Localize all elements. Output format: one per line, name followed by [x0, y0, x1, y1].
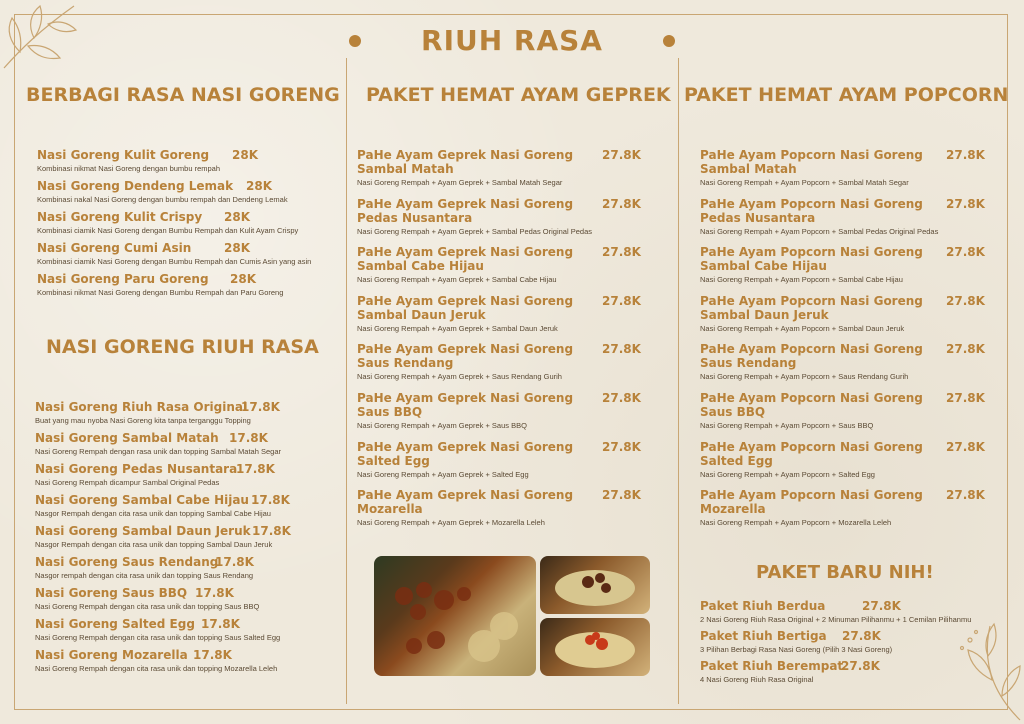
menu-item-price: 27.8K — [946, 488, 985, 503]
menu-item-name: Paket Riuh Bertiga — [700, 629, 827, 643]
menu-item-name-variant: Mozarella — [357, 502, 423, 517]
menu-item-name: PaHe Ayam Geprek Nasi Goreng — [357, 488, 574, 503]
menu-item-price: 27.8K — [602, 196, 641, 211]
menu-item — [700, 439, 985, 480]
menu-item — [35, 617, 280, 643]
menu-item-name: Nasi Goreng Kulit Crispy — [37, 210, 203, 224]
food-photo-top-right — [540, 556, 650, 614]
menu-item-name: PaHe Ayam Geprek Nasi Goreng — [357, 196, 574, 211]
menu-item — [37, 179, 288, 205]
menu-item-price: 27.8K — [946, 391, 985, 405]
menu-item-price: 28K — [246, 179, 272, 193]
menu-item-name-variant: Sambal Daun Jeruk — [357, 307, 486, 322]
menu-item-description: Buat yang mau nyoba Nasi Goreng kita tanpa terganggu Topping — [35, 416, 251, 425]
food-photo-bottom-right — [540, 618, 650, 676]
menu-item — [700, 391, 985, 431]
menu-item-description: Nasi Goreng Rempah + Ayam Popcorn + Salted Egg — [700, 469, 875, 479]
menu-item-description: Nasi Goreng Rempah + Ayam Geprek + Sambal Cabe Hijau — [357, 275, 557, 285]
menu-item — [37, 272, 283, 298]
menu-item-name: Nasi Goreng Pedas Nusantara — [35, 462, 238, 476]
menu-item-description: Nasi Goreng Rempah + Ayam Popcorn + Sambal Daun Jeruk — [700, 323, 905, 333]
menu-item — [37, 241, 311, 267]
menu-item-description: Nasi Goreng Rempah + Ayam Geprek + Mozarella Leleh — [357, 518, 545, 528]
menu-item-price: 27.8K — [602, 439, 641, 454]
menu-item-name: PaHe Ayam Popcorn Nasi Goreng — [700, 488, 923, 503]
menu-item — [357, 342, 641, 382]
menu-item — [35, 586, 259, 612]
menu-item-price: 17.8K — [201, 617, 240, 631]
menu-item — [700, 629, 892, 655]
menu-item-name: Nasi Goreng Dendeng Lemak — [37, 179, 234, 193]
menu-item-description: 3 Pilihan Berbagi Rasa Nasi Goreng (Pilih 3 Nasi Goreng) — [700, 645, 893, 654]
menu-item — [35, 648, 277, 674]
menu-item-description: Nasi Goreng Rempah + Ayam Geprek + Sambal Pedas Original Pedas — [357, 226, 592, 236]
menu-item-description: Nasi Goreng Rempah + Ayam Popcorn + Sambal Matah Segar — [700, 178, 909, 187]
menu-item — [357, 245, 641, 285]
title-dot-left — [349, 35, 361, 47]
menu-item — [357, 196, 641, 237]
menu-item — [700, 148, 985, 188]
menu-item-name-variant: Salted Egg — [700, 453, 773, 468]
menu-item-name: PaHe Ayam Geprek Nasi Goreng — [357, 342, 574, 357]
menu-item-price: 28K — [224, 241, 250, 255]
menu-item-price: 27.8K — [946, 196, 985, 211]
menu-item-name: Nasi Goreng Saus Rendang — [35, 555, 219, 569]
menu-item-name: Paket Riuh Berempat — [700, 659, 844, 673]
column-divider-right — [678, 58, 679, 704]
menu-item-name: PaHe Ayam Geprek Nasi Goreng — [357, 148, 574, 162]
menu-item-description: Nasgor Rempah dengan cita rasa unik dan topping Sambal Daun Jeruk — [35, 540, 273, 549]
menu-item-price: 17.8K — [195, 586, 234, 600]
menu-item-name: PaHe Ayam Popcorn Nasi Goreng — [700, 391, 923, 405]
menu-item-name: PaHe Ayam Popcorn Nasi Goreng — [700, 342, 923, 357]
menu-item-name: PaHe Ayam Popcorn Nasi Goreng — [700, 293, 923, 308]
menu-item — [700, 342, 985, 382]
menu-item-description: Nasi Goreng Rempah dengan cita rasa unik dan topping Saus Salted Egg — [35, 633, 281, 642]
menu-item — [357, 293, 641, 334]
menu-item — [37, 148, 258, 174]
section-title-ayam-geprek: PAKET HEMAT AYAM GEPREK — [366, 84, 671, 106]
menu-item-price: 27.8K — [862, 599, 901, 613]
menu-item-name-variant: Pedas Nusantara — [700, 210, 816, 225]
menu-item-price: 17.8K — [229, 431, 268, 445]
menu-item-description: Nasi Goreng Rempah + Ayam Popcorn + Mozarella Leleh — [700, 518, 892, 528]
menu-item-price: 27.8K — [602, 391, 641, 405]
menu-item-description: Nasi Goreng Rempah + Ayam Popcorn + Saus BBQ — [700, 421, 874, 430]
title-row — [0, 24, 1024, 57]
menu-item-description: Nasi Goreng Rempah + Ayam Geprek + Salted Egg — [357, 469, 529, 479]
leaf-branch-icon — [940, 620, 1024, 724]
menu-item-name: PaHe Ayam Popcorn Nasi Goreng — [700, 196, 923, 211]
menu-item — [35, 431, 281, 457]
menu-item-price: 17.8K — [252, 524, 291, 538]
menu-item — [357, 148, 641, 188]
menu-item — [700, 659, 880, 685]
menu-item-description: Nasi Goreng Rempah + Ayam Popcorn + Sambal Pedas Original Pedas — [700, 226, 939, 236]
menu-item — [700, 599, 971, 625]
menu-item-price: 27.8K — [602, 148, 641, 162]
menu-item-name-variant: Sambal Daun Jeruk — [700, 307, 829, 322]
menu-item-name: Nasi Goreng Sambal Matah — [35, 431, 219, 445]
menu-item-name-variant: Sambal Matah — [700, 162, 797, 176]
menu-item-price: 27.8K — [946, 293, 985, 308]
menu-item-description: 2 Nasi Goreng Riuh Rasa Original + 2 Minuman Pilihanmu + 1 Cemilan Pilihanmu — [700, 615, 972, 624]
menu-item-description: Kombinasi ciamik Nasi Goreng dengan Bumbu Rempah dan Cumis Asin yang asin — [37, 257, 312, 266]
menu-item-name: PaHe Ayam Popcorn Nasi Goreng — [700, 439, 923, 454]
menu-item-name-variant: Sambal Cabe Hijau — [700, 259, 827, 274]
menu-item-description: Nasi Goreng Rempah + Ayam Popcorn + Saus Rendang Gurih — [700, 372, 909, 382]
section-title-ayam-popcorn: PAKET HEMAT AYAM POPCORN — [684, 84, 1009, 106]
menu-item — [35, 462, 275, 488]
menu-item — [357, 439, 641, 480]
menu-item-name-variant: Pedas Nusantara — [357, 210, 473, 225]
section-title-nasi-goreng-riuh-rasa: NASI GORENG RIUH RASA — [46, 336, 319, 358]
menu-item-description: Nasgor rempah dengan cita rasa unik dan topping Saus Rendang — [35, 571, 254, 580]
menu-item-description: Nasgor Rempah dengan cita rasa unik dan topping Sambal Cabe Hijau — [35, 509, 271, 518]
menu-item-name: PaHe Ayam Geprek Nasi Goreng — [357, 439, 574, 454]
menu-item-name: Nasi Goreng Riuh Rasa Original — [35, 400, 248, 414]
menu-item-name: Nasi Goreng Kulit Goreng — [37, 148, 210, 162]
menu-item-price: 27.8K — [602, 488, 641, 503]
menu-item — [700, 488, 985, 528]
menu-item-price: 17.8K — [215, 555, 254, 569]
menu-item-price: 27.8K — [602, 293, 641, 308]
menu-item-description: Kombinasi nikmat Nasi Goreng dengan Bumbu Rempah dan Paru Goreng — [37, 288, 284, 297]
menu-item — [357, 488, 641, 528]
menu-item-price: 27.8K — [602, 342, 641, 357]
menu-item-name-variant: Saus BBQ — [700, 405, 766, 419]
menu-item — [35, 524, 291, 550]
menu-item-name: Nasi Goreng Mozarella — [35, 648, 188, 662]
menu-item-price: 27.8K — [842, 629, 881, 643]
menu-item — [700, 245, 985, 285]
menu-item — [37, 210, 298, 236]
menu-item — [35, 400, 280, 426]
menu-item-name-variant: Saus BBQ — [357, 405, 423, 419]
section-title-paket-baru: PAKET BARU NIH! — [756, 562, 934, 583]
menu-item-description: Kombinasi nikmat Nasi Goreng dengan bumbu rempah — [37, 164, 221, 173]
menu-item-description: Nasi Goreng Rempah + Ayam Geprek + Sambal Matah Segar — [357, 178, 563, 187]
menu-item-description: Nasi Goreng Rempah + Ayam Geprek + Sambal Daun Jeruk — [357, 323, 558, 333]
menu-item — [35, 493, 290, 519]
menu-item-name-variant: Mozarella — [700, 502, 766, 517]
section-title-berbagi-rasa: BERBAGI RASA NASI GORENG — [26, 84, 340, 106]
menu-item-name-variant: Salted Egg — [357, 453, 430, 468]
menu-item-price: 17.8K — [193, 648, 232, 662]
menu-item-price: 27.8K — [946, 245, 985, 260]
menu-item-price: 27.8K — [946, 342, 985, 357]
menu-item-price: 17.8K — [241, 400, 280, 414]
menu-item-description: Kombinasi ciamik Nasi Goreng dengan Bumbu Rempah dan Kulit Ayam Crispy — [37, 226, 299, 235]
menu-item-price: 27.8K — [946, 439, 985, 454]
menu-item-name: Nasi Goreng Saus BBQ — [35, 586, 188, 600]
menu-item-name: PaHe Ayam Popcorn Nasi Goreng — [700, 245, 923, 260]
menu-item-name-variant: Sambal Cabe Hijau — [357, 259, 484, 274]
menu-item-price: 28K — [224, 210, 250, 224]
title-dot-right — [663, 35, 675, 47]
menu-item-description: Nasi Goreng Rempah dicampur Sambal Original Pedas — [35, 478, 220, 487]
menu-item-price: 27.8K — [602, 245, 641, 260]
column-divider-left — [346, 58, 347, 704]
menu-item-name: Nasi Goreng Salted Egg — [35, 617, 195, 631]
menu-item-description: Nasi Goreng Rempah + Ayam Geprek + Saus Rendang Gurih — [357, 372, 562, 382]
menu-item-name-variant: Saus Rendang — [700, 356, 797, 371]
menu-item-description: Nasi Goreng Rempah dengan cita rasa unik dan topping Mozarella Leleh — [35, 664, 278, 673]
food-photo-large — [374, 556, 536, 676]
menu-item-name-variant: Sambal Matah — [357, 162, 454, 176]
menu-item-name: Nasi Goreng Cumi Asin — [37, 241, 192, 255]
menu-item-description: Nasi Goreng Rempah dengan rasa unik dan topping Sambal Matah Segar — [35, 447, 281, 456]
menu-item-price: 27.8K — [946, 148, 985, 162]
menu-item-description: Kombinasi nakal Nasi Goreng dengan bumbu rempah dan Dendeng Lemak — [37, 195, 288, 204]
menu-item — [700, 196, 985, 237]
menu-item-description: Nasi Goreng Rempah dengan cita rasa unik dan topping Saus BBQ — [35, 602, 260, 611]
menu-item-price: 27.8K — [841, 659, 880, 673]
menu-item-price: 28K — [232, 148, 258, 162]
menu-item-name: Paket Riuh Berdua — [700, 599, 826, 613]
menu-item-price: 17.8K — [251, 493, 290, 507]
menu-item-description: Nasi Goreng Rempah + Ayam Popcorn + Sambal Cabe Hijau — [700, 275, 903, 285]
menu-item-name: Nasi Goreng Paru Goreng — [37, 272, 209, 286]
menu-item-name: PaHe Ayam Geprek Nasi Goreng — [357, 245, 574, 260]
menu-item-description: 4 Nasi Goreng Riuh Rasa Original — [700, 675, 814, 684]
menu-item — [35, 555, 253, 581]
menu-item-name: Nasi Goreng Sambal Daun Jeruk — [35, 524, 251, 538]
menu-item — [700, 293, 985, 334]
menu-item-price: 28K — [230, 272, 256, 286]
menu-item-price: 17.8K — [236, 462, 275, 476]
menu-item — [357, 391, 641, 431]
menu-item-description: Nasi Goreng Rempah + Ayam Geprek + Saus BBQ — [357, 421, 527, 430]
menu-item-name: PaHe Ayam Geprek Nasi Goreng — [357, 391, 574, 405]
menu-item-name: PaHe Ayam Popcorn Nasi Goreng — [700, 148, 923, 162]
menu-item-name: Nasi Goreng Sambal Cabe Hijau — [35, 493, 249, 507]
menu-item-name: PaHe Ayam Geprek Nasi Goreng — [357, 293, 574, 308]
menu-item-name-variant: Saus Rendang — [357, 356, 454, 371]
page-title: RIUH RASA — [421, 24, 603, 57]
